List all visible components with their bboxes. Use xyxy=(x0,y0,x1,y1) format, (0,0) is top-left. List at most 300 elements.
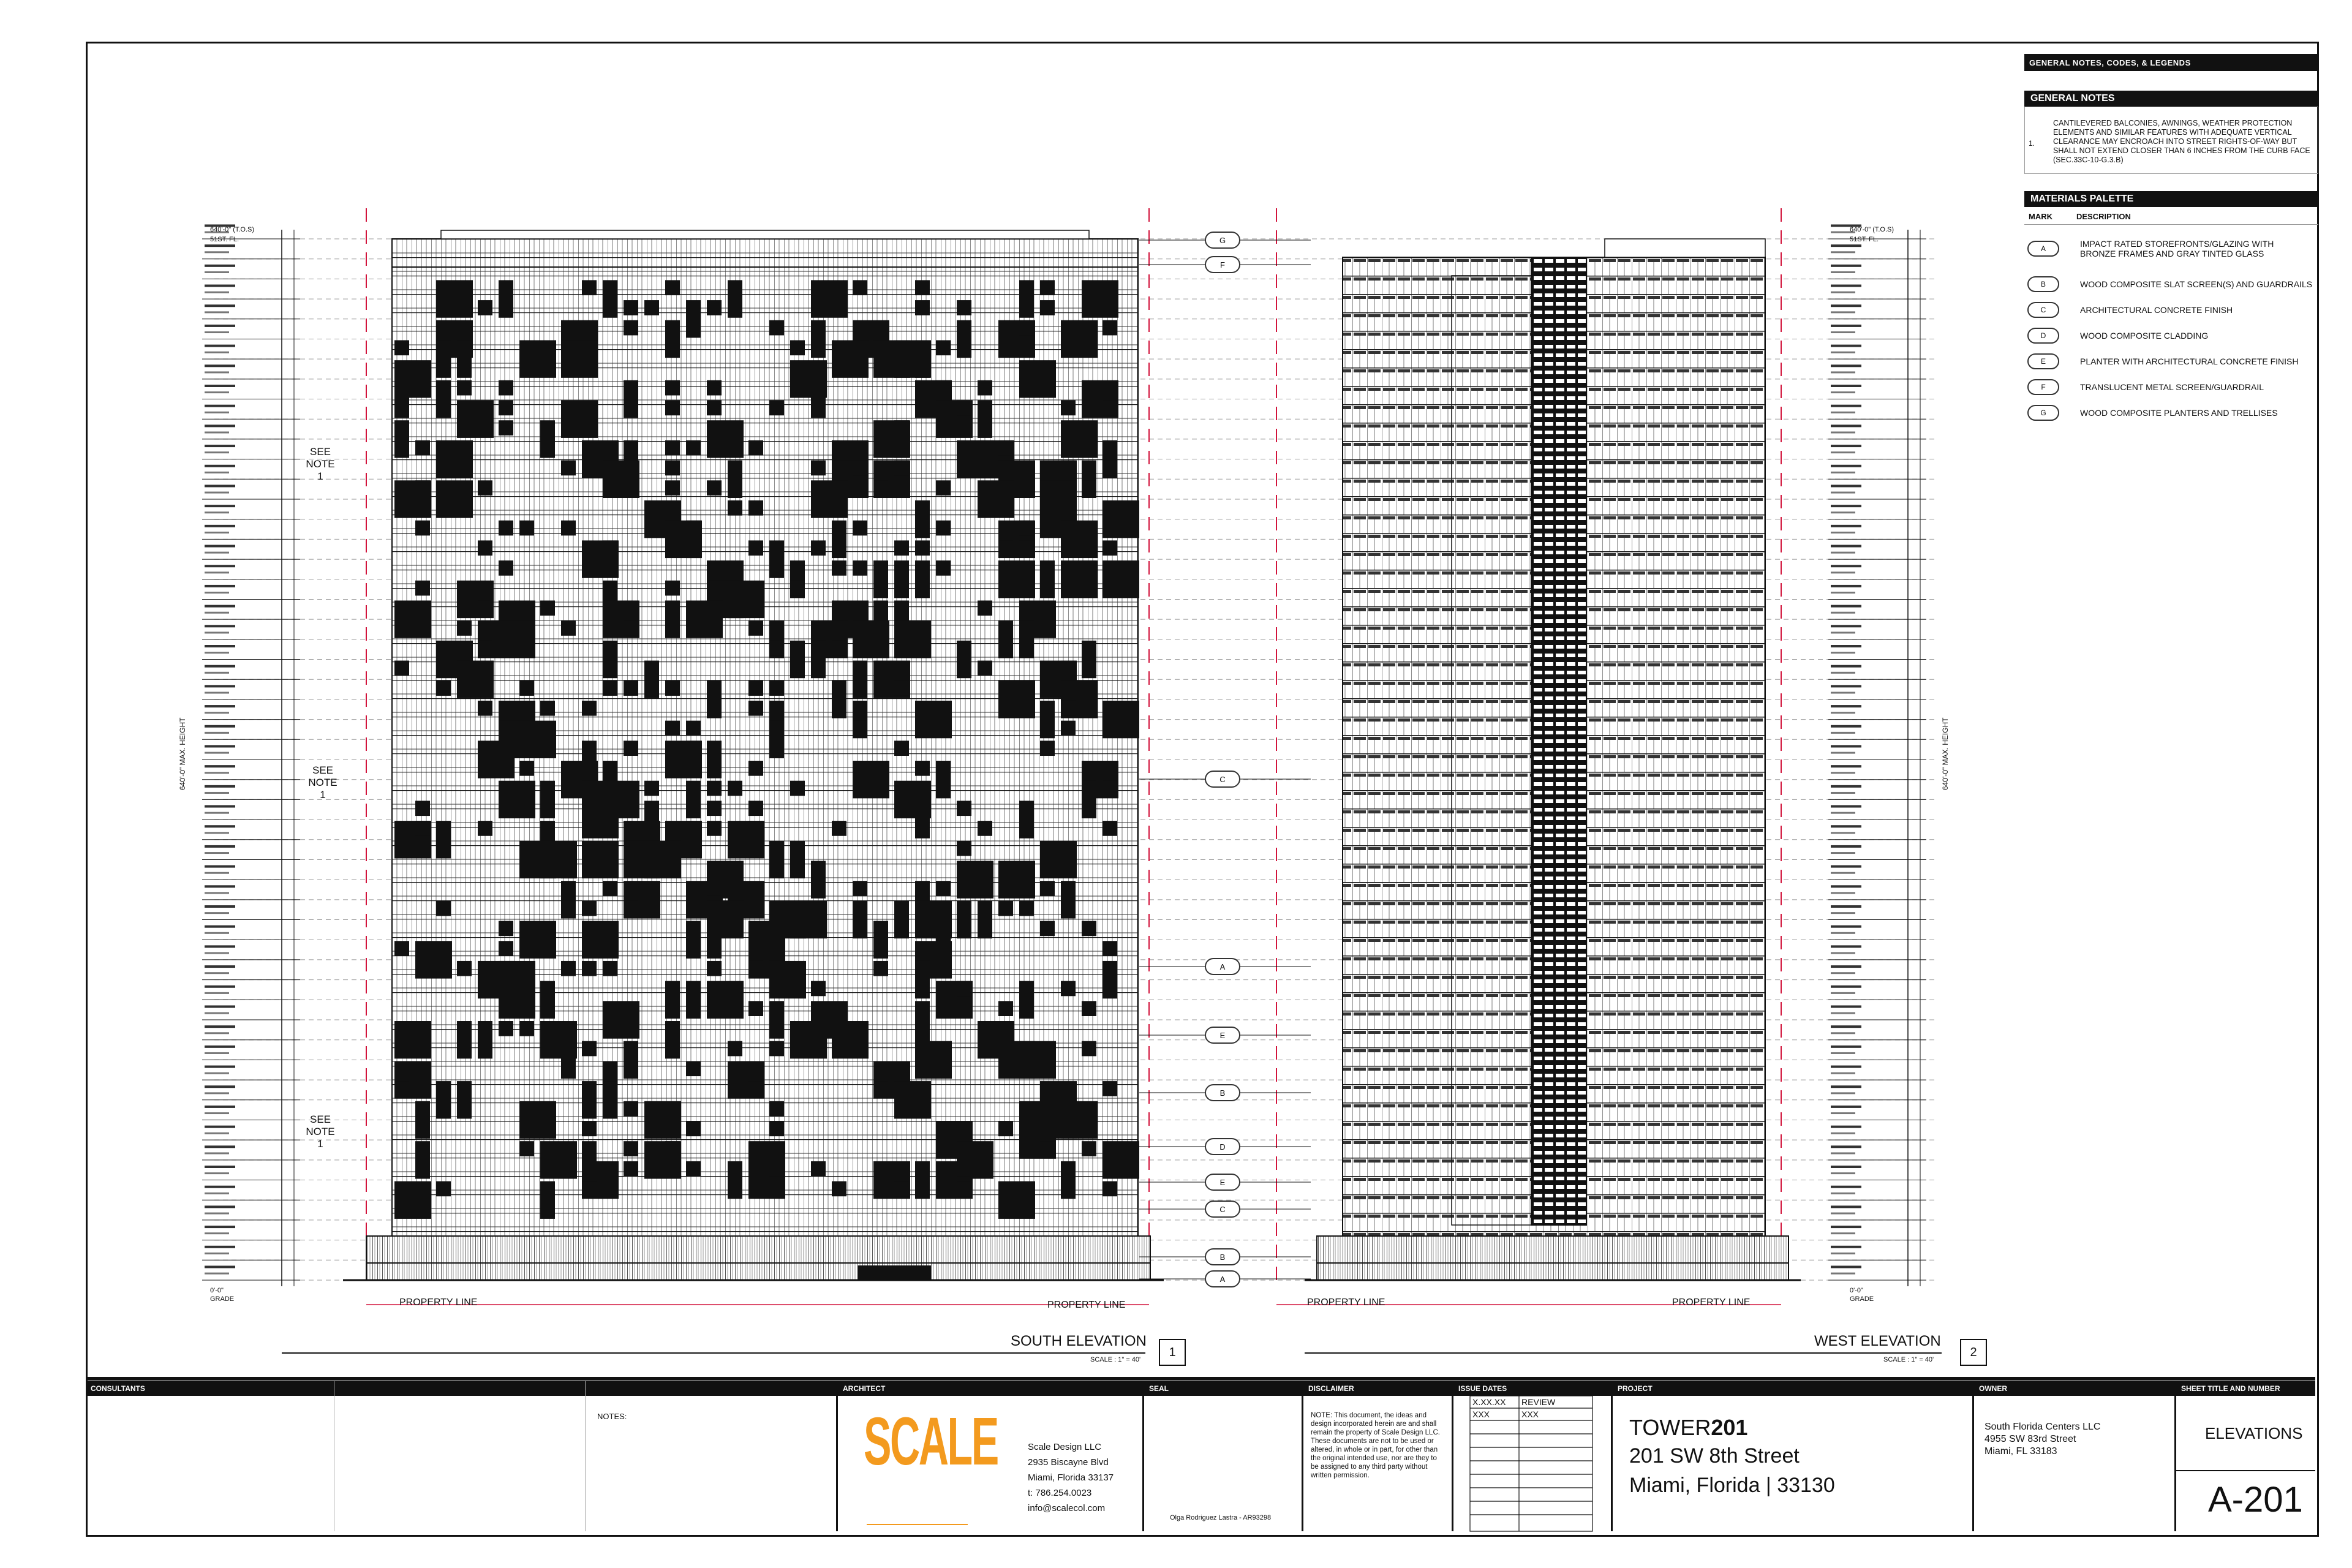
level-label-mark xyxy=(205,1166,235,1168)
facade-block xyxy=(790,781,805,796)
facade-block xyxy=(499,521,513,536)
facade-block xyxy=(853,721,867,736)
level-label-mark xyxy=(1831,612,1855,614)
facade-block xyxy=(686,600,723,638)
facade-block xyxy=(686,300,701,337)
facade-block xyxy=(748,801,763,816)
facade-block xyxy=(624,620,638,636)
level-label-mark xyxy=(1831,1145,1861,1148)
top-floor-label: 51ST. FL. xyxy=(210,236,239,243)
level-label-mark xyxy=(1831,852,1855,854)
level-label-mark xyxy=(1831,705,1861,707)
level-label-mark xyxy=(205,672,229,674)
facade-block xyxy=(686,781,701,818)
level-label-mark xyxy=(205,965,235,968)
material-mark-text: F xyxy=(1220,260,1225,270)
level-label-mark xyxy=(1831,752,1855,754)
facade-block xyxy=(790,581,805,596)
seal-header: SEAL xyxy=(1144,1381,1302,1396)
level-label-mark xyxy=(1831,892,1855,894)
facade-block xyxy=(436,680,451,696)
facade-block xyxy=(499,981,535,1019)
facade-block xyxy=(978,401,992,438)
level-label-mark xyxy=(1831,925,1861,928)
facade-block xyxy=(499,1021,513,1036)
level-label-mark xyxy=(205,1072,229,1074)
facade-block xyxy=(478,741,514,778)
facade-block xyxy=(832,821,846,836)
facade-block xyxy=(457,961,472,976)
facade-block xyxy=(832,1182,846,1197)
facade-block xyxy=(415,801,430,816)
level-label-mark xyxy=(1831,1273,1855,1275)
level-label-mark xyxy=(1831,1012,1855,1014)
level-label-mark xyxy=(1831,1085,1861,1088)
level-label-mark xyxy=(1831,945,1861,948)
facade-block xyxy=(1040,280,1055,295)
level-label-mark xyxy=(1831,865,1861,868)
facade-block xyxy=(1102,941,1117,956)
level-label-mark xyxy=(1831,825,1861,827)
level-label-mark xyxy=(1831,792,1855,794)
facade-block xyxy=(582,1182,597,1197)
level-label-mark xyxy=(1831,451,1855,453)
level-label-mark xyxy=(1831,1126,1861,1128)
level-label-mark xyxy=(205,585,235,587)
facade-block xyxy=(540,1141,577,1178)
facade-block xyxy=(790,921,805,937)
facade-block xyxy=(665,981,680,1019)
level-label-mark xyxy=(205,244,235,247)
level-label-mark xyxy=(205,912,229,914)
facade-block xyxy=(644,300,659,315)
level-label-mark xyxy=(205,385,235,387)
material-mark-text: D xyxy=(1219,1142,1226,1152)
level-label-mark xyxy=(1831,905,1861,908)
level-label-mark xyxy=(1831,292,1855,293)
facade-block xyxy=(624,380,638,418)
level-label-mark xyxy=(205,1085,235,1088)
facade-block xyxy=(457,1021,472,1058)
level-label-mark xyxy=(1831,525,1861,527)
facade-block xyxy=(790,340,805,355)
facade-block xyxy=(519,921,556,959)
facade-block xyxy=(1102,821,1117,836)
facade-block xyxy=(1102,781,1117,796)
facade-block xyxy=(415,581,430,596)
level-label-mark xyxy=(1831,785,1861,788)
level-label-mark xyxy=(205,472,229,473)
facade-block xyxy=(978,1041,992,1057)
facade-block xyxy=(478,821,492,836)
level-label-mark xyxy=(205,1046,235,1048)
facade-block xyxy=(561,1041,576,1079)
west-elevation-title: WEST ELEVATION xyxy=(1814,1333,1941,1349)
facade-block xyxy=(665,440,680,456)
facade-block xyxy=(686,1061,701,1076)
facade-block xyxy=(582,961,597,976)
facade-block xyxy=(915,701,952,738)
facade-block xyxy=(1019,881,1034,896)
level-label-mark xyxy=(205,812,229,814)
facade-block xyxy=(811,461,826,476)
facade-block xyxy=(707,781,722,796)
facade-block xyxy=(624,1101,638,1117)
level-label-mark xyxy=(1831,505,1861,507)
level-label-mark xyxy=(1831,424,1861,427)
consultants-header: CONSULTANTS xyxy=(86,1381,836,1396)
see-note-callout: SEE NOTE 1 xyxy=(306,446,335,482)
facade-block xyxy=(811,1161,826,1177)
level-label-mark xyxy=(205,505,235,507)
grade-label: GRADE xyxy=(1850,1295,1874,1303)
facade-block xyxy=(915,1041,952,1079)
facade-block xyxy=(582,280,597,295)
facade-block xyxy=(811,861,826,898)
level-label-mark xyxy=(205,251,229,253)
level-label-mark xyxy=(1831,244,1861,247)
facade-block xyxy=(561,901,576,916)
level-label-mark xyxy=(205,992,229,994)
facade-block xyxy=(665,581,680,596)
grade-level-label: 0'-0" xyxy=(210,1287,224,1294)
level-label-mark xyxy=(1831,645,1861,647)
facade-block xyxy=(540,600,555,616)
west-scale: SCALE : 1" = 40' xyxy=(1883,1356,1934,1363)
level-label-mark xyxy=(1831,685,1861,687)
facade-block xyxy=(1102,320,1117,336)
facade-block xyxy=(915,300,930,315)
level-label-mark xyxy=(1831,725,1861,728)
facade-block xyxy=(561,620,576,636)
facade-block xyxy=(436,440,473,478)
facade-block xyxy=(1019,981,1034,1019)
facade-block xyxy=(894,461,909,476)
level-label-mark xyxy=(1831,492,1855,494)
facade-block xyxy=(957,1161,971,1177)
facade-block xyxy=(1019,521,1034,536)
facade-block xyxy=(582,1041,597,1057)
facade-block xyxy=(1019,620,1034,658)
level-label-mark xyxy=(205,772,229,774)
facade-block xyxy=(624,600,638,616)
level-label-mark xyxy=(1831,352,1855,353)
level-label-mark xyxy=(1831,1106,1861,1108)
facade-block xyxy=(873,560,888,598)
level-label-mark xyxy=(205,432,229,434)
facade-block xyxy=(790,841,805,878)
facade-block xyxy=(769,1001,784,1038)
level-label-mark xyxy=(205,645,235,647)
level-label-mark xyxy=(205,932,229,934)
level-label-mark xyxy=(205,892,229,894)
project-name-bold: 201 xyxy=(1711,1415,1748,1440)
facade-block xyxy=(769,680,784,696)
facade-block xyxy=(978,380,992,396)
facade-block xyxy=(769,841,784,878)
facade-block xyxy=(1040,1141,1055,1156)
material-desc: ARCHITECTURAL CONCRETE FINISH xyxy=(2080,305,2233,315)
facade-block xyxy=(853,461,867,476)
facade-block xyxy=(499,801,513,816)
facade-block xyxy=(894,680,909,696)
level-label-mark xyxy=(1831,812,1855,814)
facade-block xyxy=(665,461,680,476)
facade-block xyxy=(894,540,909,556)
facade-block xyxy=(540,701,555,716)
facade-block xyxy=(561,961,576,976)
facade-block xyxy=(561,841,576,878)
grade-level-label: 0'-0" xyxy=(1850,1287,1863,1294)
facade-block xyxy=(603,461,639,498)
level-label-mark xyxy=(205,792,229,794)
facade-block xyxy=(915,921,930,937)
material-mark: B xyxy=(2027,276,2059,292)
level-label-mark xyxy=(205,652,229,654)
facade-block xyxy=(519,721,556,758)
facade-block xyxy=(1019,280,1034,317)
project-name xyxy=(1629,1415,1747,1441)
facade-block xyxy=(998,901,1013,916)
facade-block xyxy=(436,901,451,916)
notes-panel-header: GENERAL NOTES, CODES, & LEGENDS xyxy=(2024,54,2318,71)
facade-block xyxy=(915,761,930,776)
level-label-mark xyxy=(205,1205,235,1208)
facade-block xyxy=(624,300,638,315)
facade-block xyxy=(478,641,492,656)
facade-block xyxy=(894,741,909,756)
facade-block xyxy=(1102,961,1117,998)
facade-block xyxy=(769,1101,784,1117)
facade-block xyxy=(707,921,722,959)
level-label-mark xyxy=(205,405,235,407)
facade-block xyxy=(582,901,597,916)
level-label-mark xyxy=(1831,952,1855,954)
facade-block xyxy=(394,340,409,355)
material-mark-text: A xyxy=(1219,962,1226,971)
level-label-mark xyxy=(1831,484,1861,487)
level-label-mark xyxy=(1831,311,1855,313)
facade-block xyxy=(415,440,430,456)
facade-block xyxy=(415,521,430,536)
level-label-mark xyxy=(1831,1166,1861,1168)
facade-block xyxy=(769,401,784,416)
facade-block xyxy=(1040,841,1077,878)
facade-block xyxy=(1061,661,1076,676)
issue-date-cell: REVIEW xyxy=(1521,1397,1556,1407)
facade-block xyxy=(707,480,722,496)
level-label-mark xyxy=(1831,631,1855,633)
facade-block xyxy=(957,1182,971,1197)
facade-block xyxy=(728,461,742,498)
facade-block xyxy=(686,981,701,1019)
level-label-mark xyxy=(1831,565,1861,567)
level-label-mark xyxy=(205,532,229,533)
facade-block xyxy=(748,1001,763,1016)
facade-block xyxy=(873,961,888,976)
disclaimer-header: DISCLAIMER xyxy=(1303,1381,1452,1396)
material-desc: WOOD COMPOSITE SLAT SCREEN(S) AND GUARDRAILS xyxy=(2080,279,2313,289)
level-label-mark xyxy=(1831,652,1855,654)
level-label-mark xyxy=(205,1213,229,1215)
facade-block xyxy=(478,300,492,315)
facade-block xyxy=(769,641,784,656)
facade-block xyxy=(457,340,472,377)
facade-block xyxy=(790,1021,827,1058)
scale-logo-underline xyxy=(867,1524,968,1525)
consultants-col xyxy=(585,1381,586,1531)
facade-block xyxy=(811,480,848,518)
level-label-mark xyxy=(205,805,235,808)
facade-block xyxy=(748,761,763,776)
material-desc: WOOD COMPOSITE PLANTERS AND TRELLISES xyxy=(2080,408,2278,418)
facade-block xyxy=(603,881,617,896)
facade-block xyxy=(394,600,431,638)
level-label-mark xyxy=(205,1253,229,1254)
facade-block xyxy=(998,560,1035,598)
level-label-mark xyxy=(205,865,235,868)
level-label-mark xyxy=(1831,765,1861,767)
level-label-mark xyxy=(1831,692,1855,694)
facade-block xyxy=(957,841,971,856)
notes-label: NOTES: xyxy=(597,1412,627,1421)
title-underline xyxy=(1305,1352,1942,1354)
facade-block xyxy=(1102,560,1139,598)
material-desc: WOOD COMPOSITE CLADDING xyxy=(2080,331,2209,341)
facade-block xyxy=(1061,721,1076,736)
level-label-mark xyxy=(205,465,235,467)
facade-block xyxy=(853,560,867,576)
level-label-mark xyxy=(205,565,235,567)
general-note-text: CANTILEVERED BALCONIES, AWNINGS, WEATHER PROTECTION ELEMENTS AND SIMILAR FEATURES WITH ADEQUATE VERTICAL CLEARANCE MAY ENCROACH INTO STREET RIGHTS-OF-WAY BUT SHALL NOT EXTEND CLOSER THAN 6 INCHES FROM THE CURB FACE (SEC.33C-10-G.3.B) xyxy=(2053,119,2310,164)
level-label-mark xyxy=(1831,1072,1855,1074)
facade-block xyxy=(394,941,409,956)
facade-block xyxy=(832,1041,846,1057)
level-label-mark xyxy=(1831,972,1855,974)
facade-block xyxy=(519,1021,534,1036)
see-note-callout: SEE NOTE 1 xyxy=(308,764,337,801)
facade-block xyxy=(957,300,971,315)
facade-block xyxy=(665,320,680,358)
facade-block xyxy=(1061,420,1098,458)
materials-col-desc: DESCRIPTION xyxy=(2076,212,2131,221)
level-label-mark xyxy=(205,1133,229,1134)
facade-block xyxy=(561,340,598,377)
level-label-mark xyxy=(205,345,235,347)
facade-block xyxy=(853,620,889,658)
facade-block xyxy=(457,1081,472,1118)
material-mark-text: B xyxy=(1219,1088,1226,1098)
facade-block xyxy=(978,861,992,876)
facade-block xyxy=(665,380,680,396)
level-label-mark xyxy=(1831,345,1861,347)
level-label-mark xyxy=(205,872,229,874)
facade-block xyxy=(915,801,930,838)
facade-block xyxy=(394,1081,409,1096)
facade-block xyxy=(665,480,680,496)
facade-block xyxy=(894,1081,931,1118)
facade-block xyxy=(728,1041,742,1057)
level-label-mark xyxy=(1831,605,1861,608)
facade-block xyxy=(665,600,680,638)
facade-block xyxy=(624,901,638,916)
facade-block xyxy=(853,280,867,295)
owner-line: 4955 SW 83rd Street xyxy=(1985,1434,2076,1444)
level-label-mark xyxy=(205,352,229,353)
facade-block xyxy=(853,881,867,896)
facade-block xyxy=(811,320,826,358)
facade-block xyxy=(519,1101,556,1139)
facade-block xyxy=(1019,821,1034,836)
level-label-mark xyxy=(1831,672,1855,674)
level-label-mark xyxy=(1831,872,1855,874)
level-label-mark xyxy=(205,1226,235,1228)
facade-block xyxy=(561,401,598,438)
facade-block xyxy=(686,821,701,858)
level-label-mark xyxy=(205,1172,229,1174)
level-label-mark xyxy=(205,685,235,687)
facade-block xyxy=(894,620,931,658)
level-label-mark xyxy=(205,665,235,668)
level-label-mark xyxy=(205,605,235,608)
level-label-mark xyxy=(205,371,229,373)
facade-block xyxy=(728,781,742,796)
facade-block xyxy=(478,540,492,556)
facade-block xyxy=(1040,560,1055,598)
facade-block xyxy=(978,600,992,616)
facade-block xyxy=(957,641,971,678)
facade-block xyxy=(686,1161,701,1177)
material-mark-text: B xyxy=(1219,1253,1226,1262)
level-label-mark xyxy=(205,1066,235,1068)
facade-block xyxy=(1019,360,1056,398)
facade-block xyxy=(978,901,992,938)
facade-block xyxy=(915,340,930,377)
materials-palette-title: MATERIALS PALETTE xyxy=(2024,191,2318,207)
level-label-mark xyxy=(205,1232,229,1234)
facade-block xyxy=(811,380,826,418)
facade-block xyxy=(748,500,763,516)
facade-block xyxy=(436,380,451,418)
facade-block xyxy=(540,1182,555,1219)
scale-logo: SCALE xyxy=(864,1404,998,1479)
facade-block xyxy=(519,1141,534,1156)
facade-block xyxy=(728,1161,742,1199)
facade-block xyxy=(1040,300,1055,315)
material-mark: E xyxy=(2027,353,2059,369)
facade-block xyxy=(728,280,742,317)
material-desc: TRANSLUCENT METAL SCREEN/GUARDRAIL xyxy=(2080,382,2264,392)
facade-block xyxy=(415,941,452,978)
facade-block xyxy=(957,401,971,416)
facade-block xyxy=(582,921,619,959)
facade-block xyxy=(665,721,680,736)
firm-line[interactable]: info@scalecol.com xyxy=(1028,1503,1106,1513)
facade-block xyxy=(457,380,472,396)
material-desc: IMPACT RATED STOREFRONTS/GLAZING WITH BRONZE FRAMES AND GRAY TINTED GLASS xyxy=(2080,239,2274,258)
level-label-mark xyxy=(205,1186,235,1188)
facade-block xyxy=(603,1081,617,1118)
west-ground-floor xyxy=(1317,1263,1789,1280)
facade-block xyxy=(769,721,784,758)
facade-block xyxy=(478,480,492,496)
level-label-mark xyxy=(1831,1152,1855,1154)
level-label-mark xyxy=(205,845,235,848)
level-label-mark xyxy=(1831,845,1861,848)
level-label-mark xyxy=(1831,405,1861,407)
architect-header: ARCHITECT xyxy=(838,1381,1144,1396)
facade-block xyxy=(540,420,555,458)
